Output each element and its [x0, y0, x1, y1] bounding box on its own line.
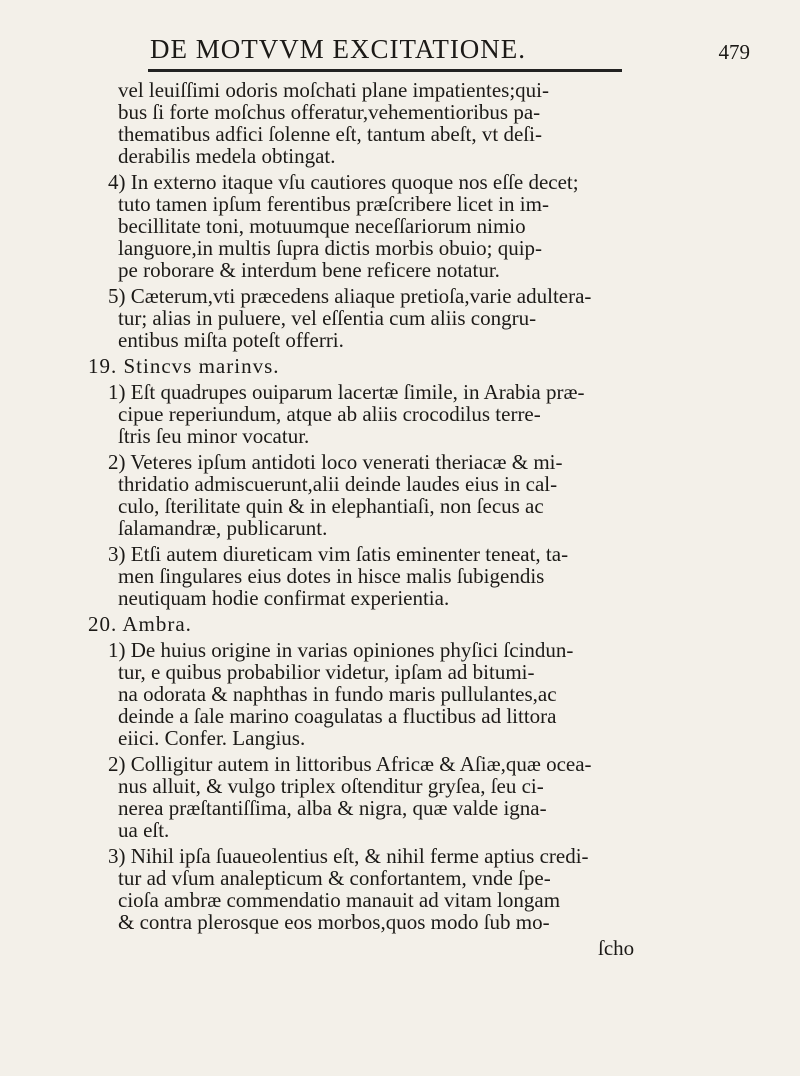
text-line: entibus miſta poteſt offerri.	[118, 328, 344, 352]
text-line: culo, ſterilitate quin & in elephantiaſi, non ſecus ac	[118, 494, 544, 518]
text-line: 4) In externo itaque vſu cautiores quoque nos eſſe decet;	[108, 170, 579, 194]
text-line: 1) Eſt quadrupes ouiparum lacertæ ſimile, in Arabia præ-	[108, 380, 585, 404]
text-line: tur ad vſum analepticum & confortantem, vnde ſpe-	[118, 866, 551, 890]
section-heading: 20. Ambra.	[88, 612, 192, 636]
text-line: cipue reperiundum, atque ab aliis crocodilus terre-	[118, 402, 541, 426]
text-line: thridatio admiscuerunt,alii deinde laudes eius in cal-	[118, 472, 558, 496]
text-line: eiici. Confer. Langius.	[118, 726, 306, 750]
text-line: nus alluit, & vulgo triplex oſtenditur gryſea, ſeu ci-	[118, 774, 544, 798]
text-line: ua eſt.	[118, 818, 170, 842]
text-line: languore,in multis ſupra dictis morbis obuio; quip-	[118, 236, 543, 260]
text-line: tuto tamen ipſum ferentibus præſcribere licet in im-	[118, 192, 549, 216]
catchword: ſcho	[598, 936, 635, 960]
text-line: nerea præſtantiſſima, alba & nigra, quæ valde igna-	[118, 796, 547, 820]
section-heading: 19. Stincvs marinvs.	[88, 354, 280, 378]
page-header	[150, 34, 750, 74]
text-line: tur; alias in puluere, vel eſſentia cum aliis congru-	[118, 306, 537, 330]
text-line: ſtris ſeu minor vocatur.	[118, 424, 310, 448]
text-line: tur, e quibus probabilior videtur, ipſam ad bitumi-	[118, 660, 535, 684]
text-line: deinde a ſale marino coagulatas a fluctibus ad littora	[118, 704, 557, 728]
text-line: bus ſi forte moſchus offeratur,vehementioribus pa-	[118, 100, 541, 124]
text-line: 1) De huius origine in varias opiniones phyſici ſcindun-	[108, 638, 574, 662]
text-line: 2) Colligitur autem in littoribus Africæ & Aſiæ,quæ ocea-	[108, 752, 592, 776]
text-line: ſalamandræ, publicarunt.	[118, 516, 328, 540]
text-line: 5) Cæterum,vti præcedens aliaque pretioſa,varie adultera-	[108, 284, 592, 308]
text-line: 2) Veteres ipſum antidoti loco venerati theriacæ & mi-	[108, 450, 563, 474]
text-line: thematibus adfici ſolenne eſt, tantum abeſt, vt deſi-	[118, 122, 542, 146]
text-line: becillitate toni, motuumque neceſſariorum nimio	[118, 214, 526, 238]
text-line: & contra plerosque eos morbos,quos modo ſub mo-	[118, 910, 550, 934]
text-line: 3) Nihil ipſa ſuaueolentius eſt, & nihil ferme aptius credi-	[108, 844, 589, 868]
running-head: DE MOTVVM EXCITATIONE.	[150, 34, 527, 64]
text-line: derabilis medela obtingat.	[118, 144, 336, 168]
text-line: cioſa ambræ commendatio manauit ad vitam longam	[118, 888, 561, 912]
text-line: 3) Etſi autem diureticam vim ſatis eminenter teneat, ta-	[108, 542, 569, 566]
header-rule	[148, 69, 622, 72]
text-line: pe roborare & interdum bene reficere notatur.	[118, 258, 500, 282]
text-line: neutiquam hodie confirmat experientia.	[118, 586, 450, 610]
text-line: vel leuiſſimi odoris moſchati plane impatientes;qui-	[118, 78, 549, 102]
text-line: men ſingulares eius dotes in hisce malis ſubigendis	[118, 564, 545, 588]
page-number: 479	[718, 40, 750, 64]
text-line: na odorata & naphthas in fundo maris pullulantes,ac	[118, 682, 557, 706]
